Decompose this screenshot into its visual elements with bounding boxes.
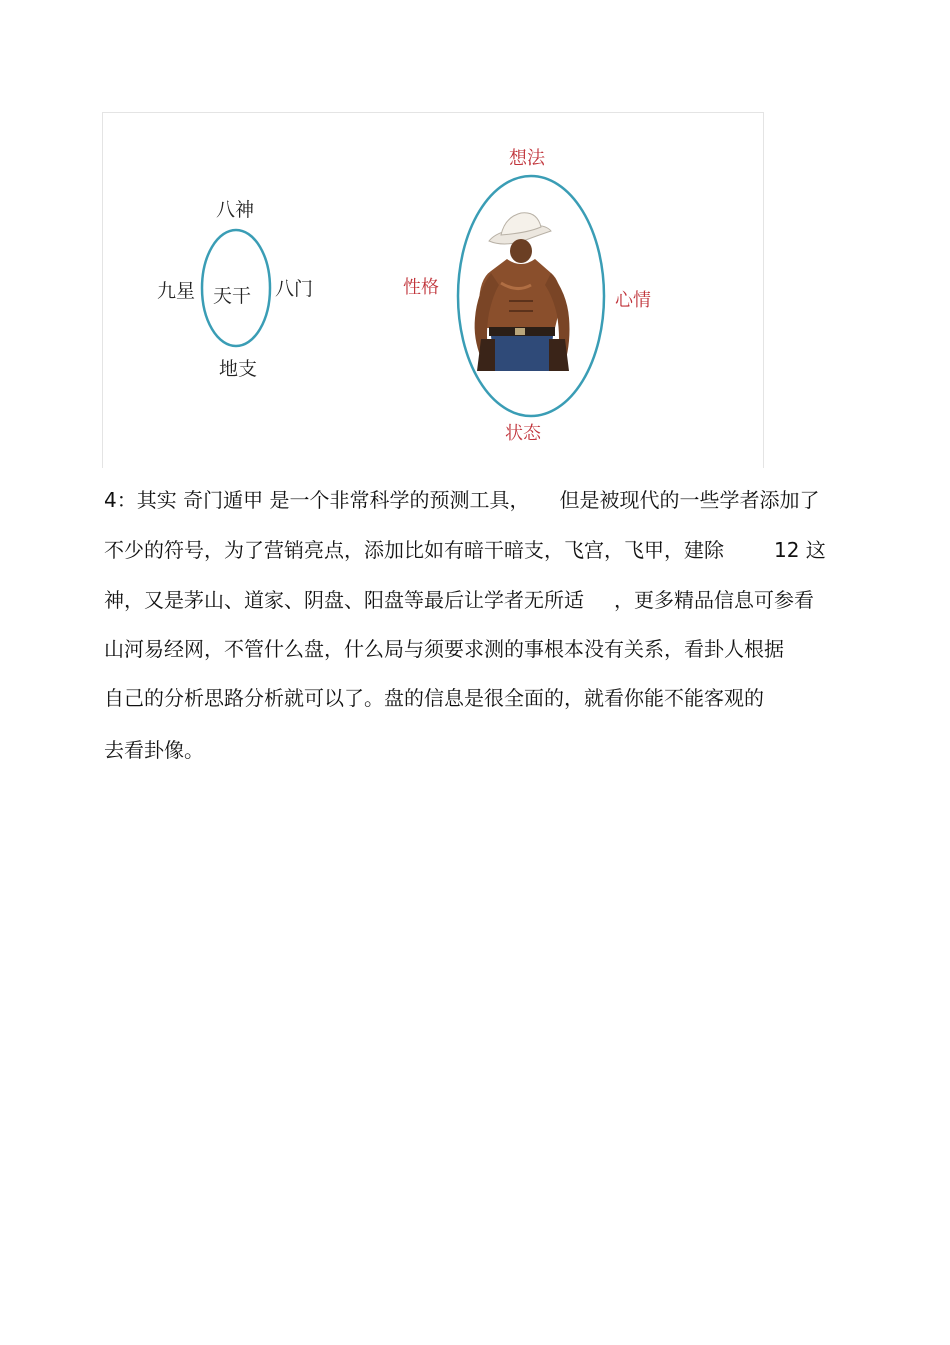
label-xinqing: 心情 [615, 290, 651, 311]
label-xiangfa: 想法 [509, 148, 545, 169]
paragraph-line-3 [104, 585, 814, 615]
line-3-part-b: ，更多精品信息可参看 [614, 588, 814, 612]
label-zhuangtai: 状态 [505, 423, 541, 444]
paragraph-line-5: 自己的分析思路分析就可以了。盘的信息是很全面的，就看你能不能客观的 [104, 686, 764, 710]
paragraph-line-1 [104, 485, 819, 515]
diagram-figure [102, 112, 764, 468]
line-1-part-b: 但是被现代的一些学者添加了 [559, 488, 820, 512]
paragraph-line-6: 去看卦像。 [104, 738, 204, 762]
line-2-part-b: 12 这 [774, 538, 826, 562]
line-3-part-a: 神，又是茅山、道家、阴盘、阳盘等最后让学者无所适 [104, 588, 584, 612]
line-1-part-a: 4：其实 奇门遁甲 是一个非常科学的预测工具， [104, 488, 530, 512]
line-2-part-a: 不少的符号，为了营销亮点，添加比如有暗干暗支，飞宫，飞甲，建除 [104, 538, 724, 562]
label-bamen: 八门 [275, 278, 314, 300]
label-tiangan: 天干 [213, 285, 252, 307]
label-bashen: 八神 [216, 199, 255, 221]
cowboy-figure [475, 213, 570, 371]
paragraph-line-4: 山河易经网，不管什么盘，什么局与须要求测的事根本没有关系，看卦人根据 [104, 637, 784, 661]
paragraph-line-2 [104, 535, 826, 565]
label-xingge: 性格 [403, 277, 439, 298]
label-dizhi: 地支 [219, 358, 258, 380]
label-jiuxing: 九星 [157, 280, 196, 302]
